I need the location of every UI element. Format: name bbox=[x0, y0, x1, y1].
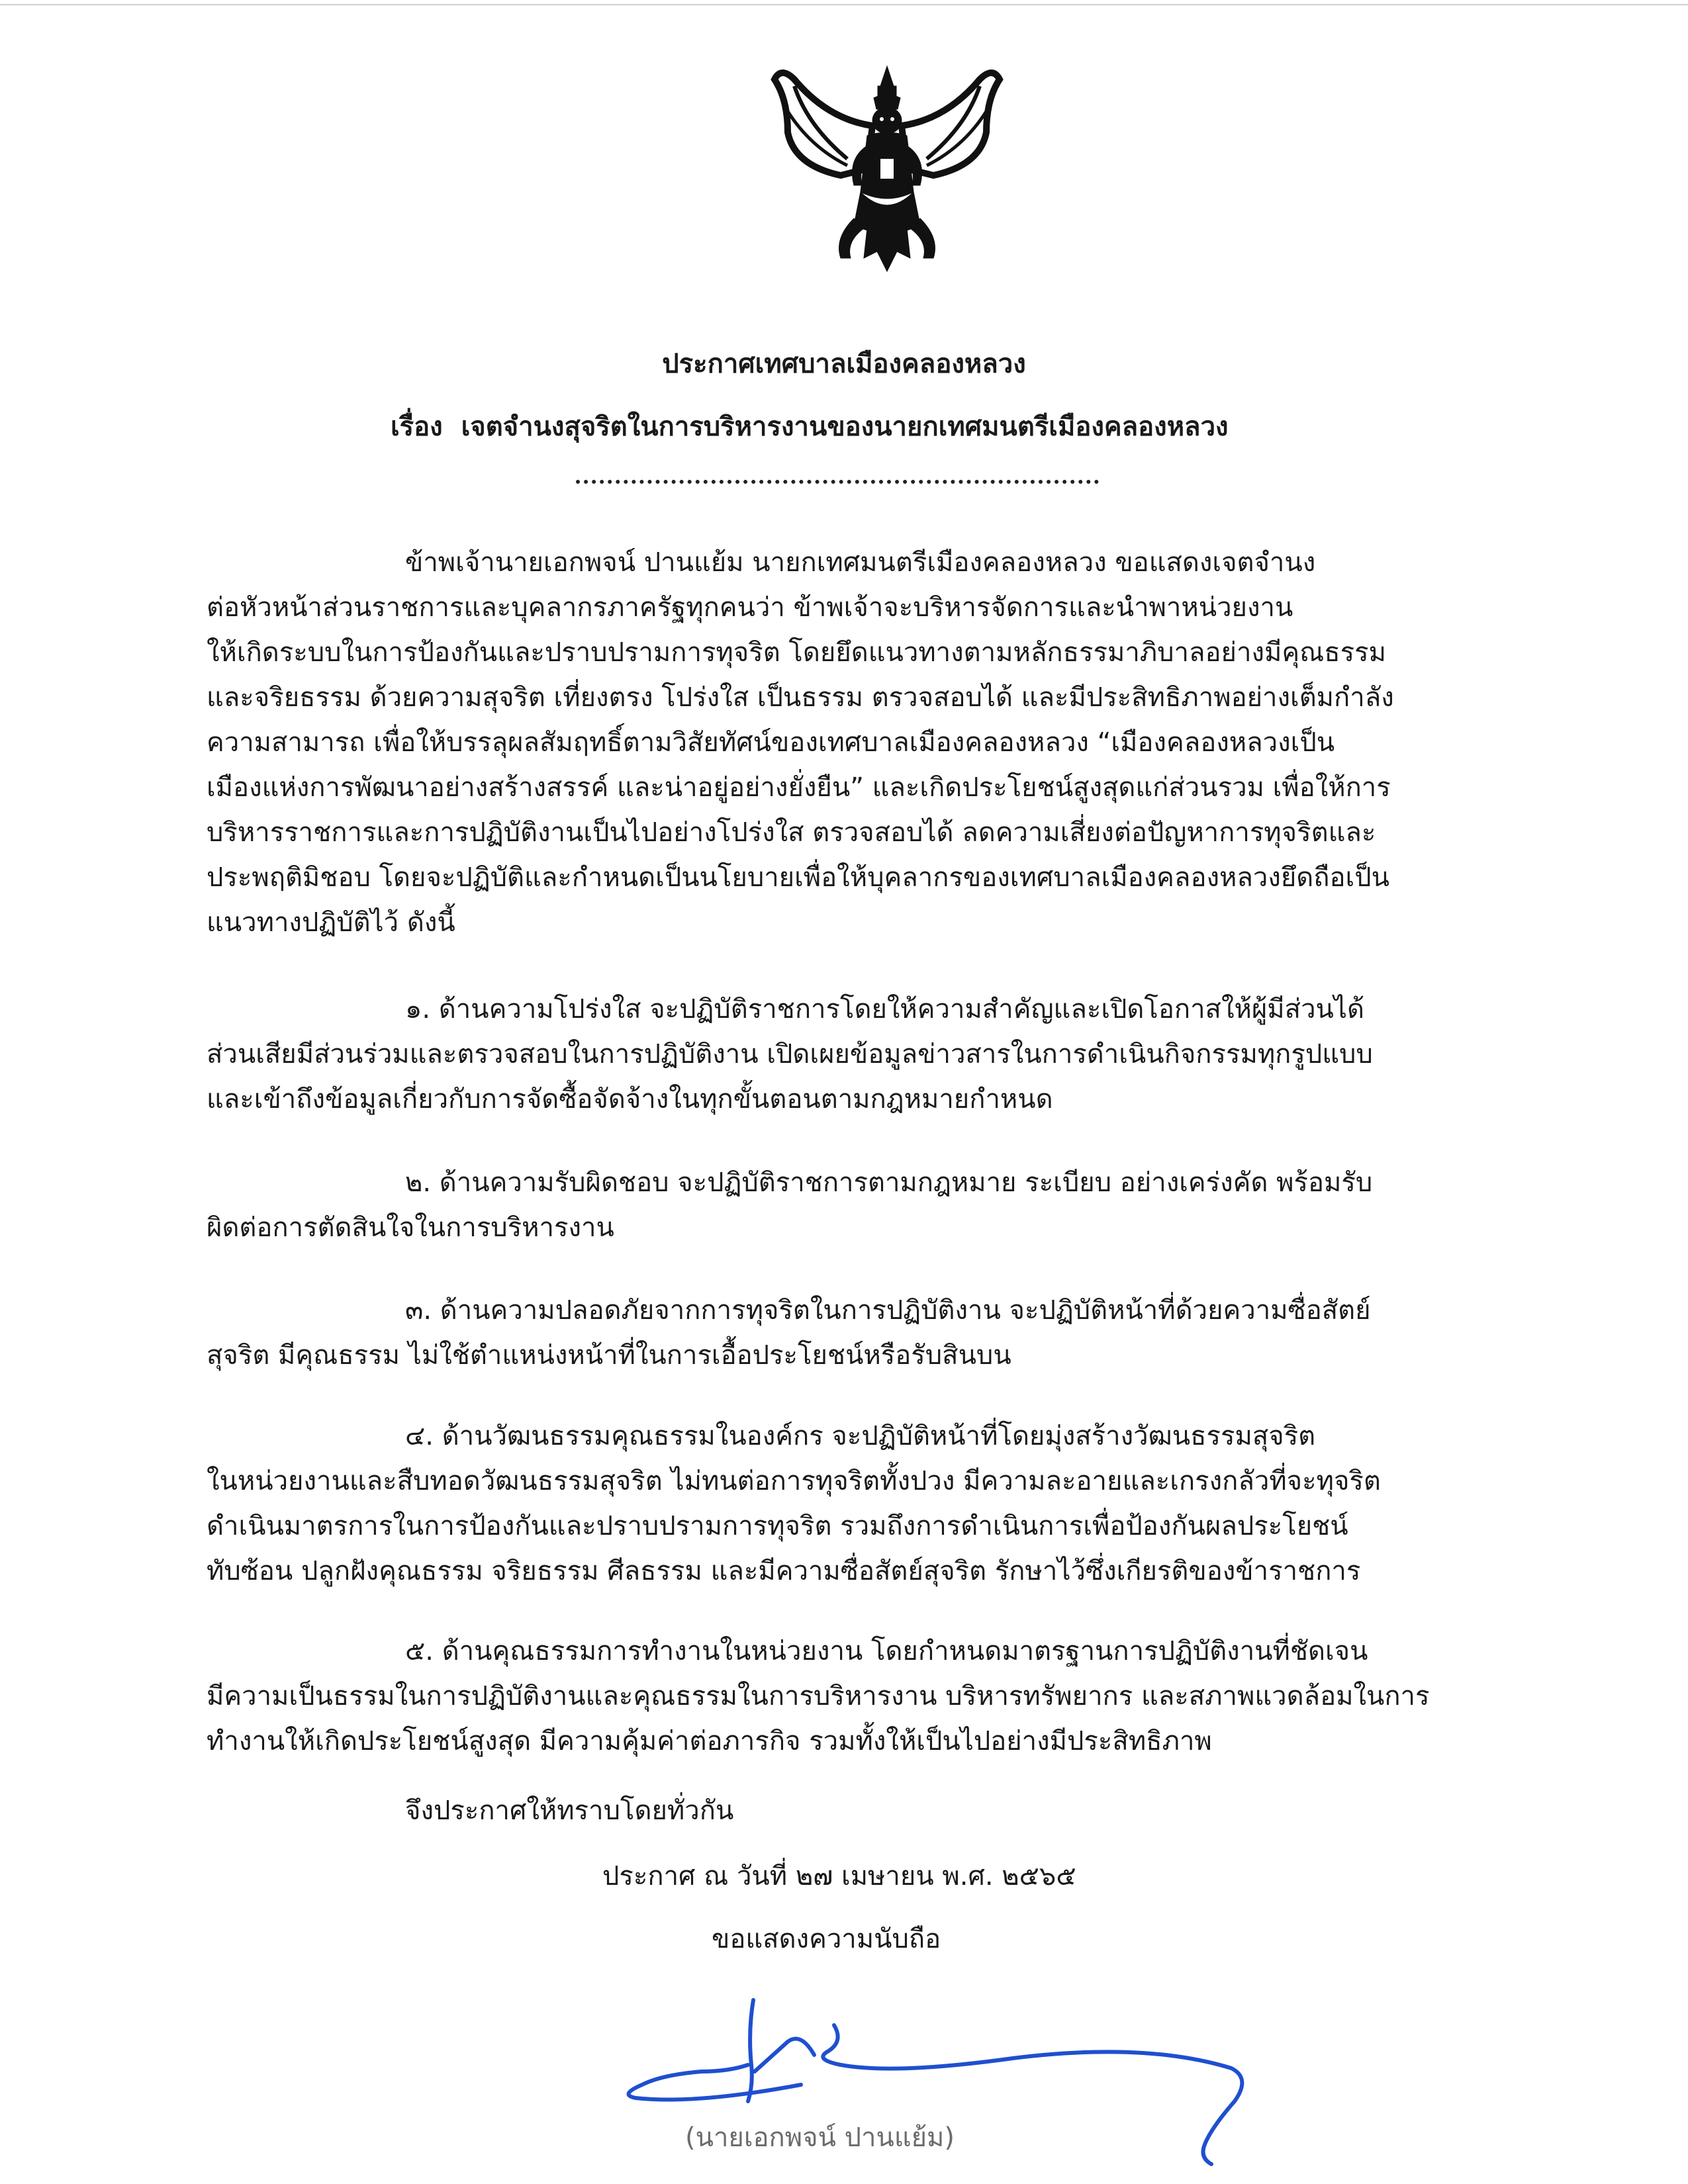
item4-line3: ดำเนินมาตรการในการป้องกันและปราบปรามการทุจริต รวมถึงการดำเนินการเพื่อป้องกันผลประโยชน์ bbox=[207, 1511, 1348, 1541]
signer-name: (นายเอกพจน์ ปานแย้ม) bbox=[685, 2122, 955, 2153]
item5-line3: ทำงานให้เกิดประโยชน์สูงสุด มีความคุ้มค่าต่อภารกิจ รวมทั้งให้เป็นไปอย่างมีประสิทธิภาพ bbox=[207, 1726, 1212, 1756]
regards-text: ขอแสดงความนับถือ bbox=[712, 1924, 941, 1954]
item4-line4: ทับซ้อน ปลูกฝังคุณธรรม จริยธรรม ศีลธรรม และมีความซื่อสัตย์สุจริต รักษาไว้ซึ่งเกียรติของข้าราชการ bbox=[207, 1556, 1361, 1586]
title-divider bbox=[576, 480, 1099, 484]
para1-line3: ให้เกิดระบบในการป้องกันและปราบปรามการทุจริต โดยยึดแนวทางตามหลักธรรมาภิบาลอย่างมีคุณธรรม bbox=[207, 637, 1386, 668]
para1-line9: แนวทางปฏิบัติไว้ ดังนี้ bbox=[207, 907, 455, 938]
subject-line bbox=[391, 407, 1229, 447]
para1-line2: ต่อหัวหน้าส่วนราชการและบุคลากรภาครัฐทุกคนว่า ข้าพเจ้าจะบริหารจัดการและนำพาหน่วยงาน bbox=[207, 592, 1293, 623]
item4-line1: ๔. ด้านวัฒนธรรมคุณธรรมในองค์กร จะปฏิบัติหน้าที่โดยมุ่งสร้างวัฒนธรรมสุจริต bbox=[405, 1421, 1316, 1451]
item5-line1: ๕. ด้านคุณธรรมการทำงานในหน่วยงาน โดยกำหนดมาตรฐานการปฏิบัติงานที่ชัดเจน bbox=[405, 1636, 1368, 1666]
announced-date: ประกาศ ณ วันที่ ๒๗ เมษายน พ.ศ. ๒๕๖๕ bbox=[602, 1861, 1076, 1891]
para1-line4: และจริยธรรม ด้วยความสุจริต เที่ยงตรง โปร่งใส เป็นธรรม ตรวจสอบได้ และมีประสิทธิภาพอย่างเต็มกำลัง bbox=[207, 682, 1394, 713]
item4-line2: ในหน่วยงานและสืบทอดวัฒนธรรมสุจริต ไม่ทนต่อการทุจริตทั้งปวง มีความละอายและเกรงกลัวที่จะทุจริต bbox=[207, 1466, 1381, 1496]
garuda-emblem-icon bbox=[768, 60, 1006, 278]
closing-text: จึงประกาศให้ทราบโดยทั่วกัน bbox=[405, 1796, 734, 1826]
subject-label: เรื่อง bbox=[391, 412, 443, 442]
para1-line6: เมืองแห่งการพัฒนาอย่างสร้างสรรค์ และน่าอยู่อย่างยั่งยืน” และเกิดประโยชน์สูงสุดแก่ส่วนรวม เพื่อให้การ bbox=[207, 772, 1391, 803]
item1-line2: ส่วนเสียมีส่วนร่วมและตรวจสอบในการปฏิบัติงาน เปิดเผยข้อมูลข่าวสารในการดำเนินกิจกรรมทุกรูปแบบ bbox=[207, 1039, 1373, 1069]
scan-top-edge bbox=[0, 4, 1688, 5]
para1-line1: ข้าพเจ้านายเอกพจน์ ปานแย้ม นายกเทศมนตรีเมืองคลองหลวง ขอแสดงเจตจำนง bbox=[405, 547, 1316, 578]
item2-line1: ๒. ด้านความรับผิดชอบ จะปฏิบัติราชการตามกฎหมาย ระเบียบ อย่างเคร่งคัด พร้อมรับ bbox=[405, 1167, 1373, 1198]
item2-line2: ผิดต่อการตัดสินใจในการบริหารงาน bbox=[207, 1212, 614, 1243]
item3-line1: ๓. ด้านความปลอดภัยจากการทุจริตในการปฏิบัติงาน จะปฏิบัติหน้าที่ด้วยความซื่อสัตย์ bbox=[405, 1295, 1371, 1326]
para1-line8: ประพฤติมิชอบ โดยจะปฏิบัติและกำหนดเป็นนโยบายเพื่อให้บุคลากรของเทศบาลเมืองคลองหลวงยึดถือเป็น bbox=[207, 862, 1389, 893]
item5-line2: มีความเป็นธรรมในการปฏิบัติงานและคุณธรรมในการบริหารงาน บริหารทรัพยากร และสภาพแวดล้อมในการ bbox=[207, 1681, 1430, 1711]
para1-line7: บริหารราชการและการปฏิบัติงานเป็นไปอย่างโปร่งใส ตรวจสอบได้ ลดความเสี่ยงต่อปัญหาการทุจริตและ bbox=[207, 817, 1376, 848]
item1-line3: และเข้าถึงข้อมูลเกี่ยวกับการจัดซื้อจัดจ้างในทุกขั้นตอนตามกฎหมายกำหนด bbox=[207, 1084, 1053, 1115]
item1-line1: ๑. ด้านความโปร่งใส จะปฏิบัติราชการโดยให้ความสำคัญและเปิดโอกาสให้ผู้มีส่วนได้ bbox=[405, 994, 1364, 1024]
item3-line2: สุจริต มีคุณธรรม ไม่ใช้ตำแหน่งหน้าที่ในการเอื้อประโยชน์หรือรับสินบน bbox=[207, 1340, 1011, 1371]
document-title: ประกาศเทศบาลเมืองคลองหลวง bbox=[662, 349, 1026, 379]
subject-text: เจตจำนงสุจริตในการบริหารงานของนายกเทศมนตรีเมืองคลองหลวง bbox=[461, 412, 1229, 442]
para1-line5: ความสามารถ เพื่อให้บรรลุผลสัมฤทธิ์ตามวิสัยทัศน์ของเทศบาลเมืองคลองหลวง “เมืองคลองหลวงเป็น bbox=[207, 727, 1335, 758]
